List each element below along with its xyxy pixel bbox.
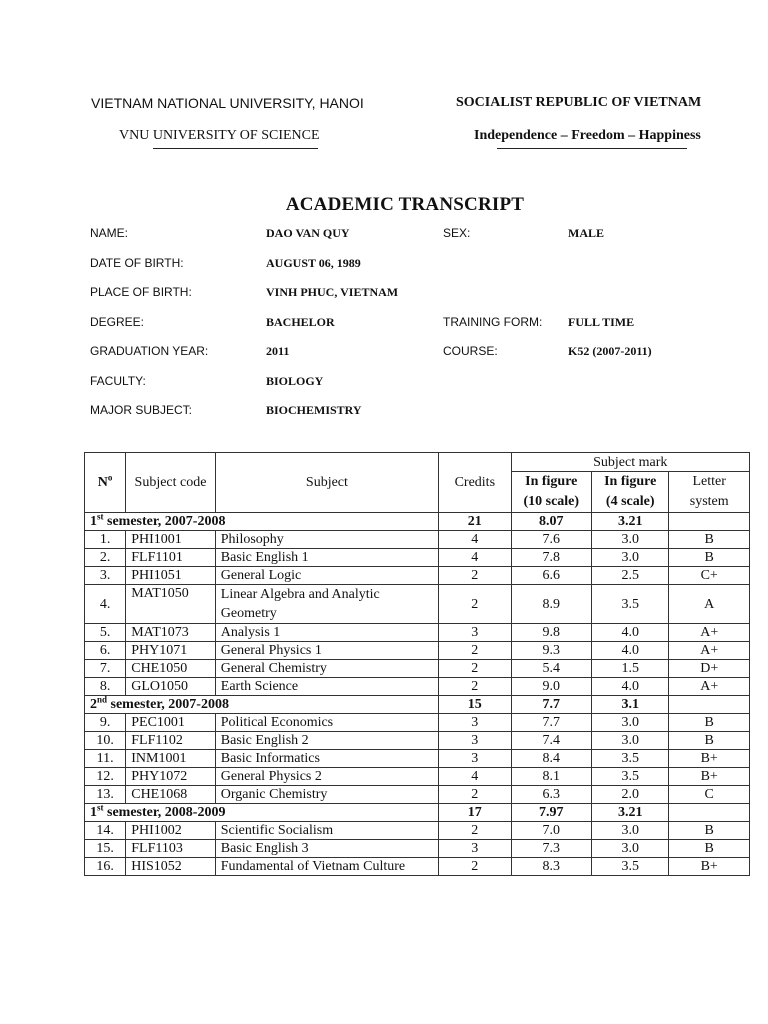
header-subject: Subject — [215, 453, 438, 513]
row-score4: 3.5 — [591, 858, 668, 876]
semester-credits: 15 — [439, 696, 511, 714]
pob-value: VINH PHUC, VIETNAM — [266, 285, 399, 299]
training-label: TRAINING FORM: — [443, 315, 543, 329]
row-no: 16. — [85, 858, 126, 876]
dob-label: DATE OF BIRTH: — [90, 256, 184, 270]
row-code: PHY1071 — [126, 642, 216, 660]
table-row — [85, 624, 750, 642]
table-row — [85, 858, 750, 876]
semester-avg10: 7.97 — [511, 804, 591, 822]
table-row — [85, 786, 750, 804]
motto: Independence – Freedom – Happiness — [474, 128, 701, 143]
row-no: 15. — [85, 840, 126, 858]
row-letter: B — [669, 714, 750, 732]
table-row — [85, 840, 750, 858]
header-letter: Letter system — [669, 472, 750, 513]
row-subject: Scientific Socialism — [215, 822, 438, 840]
row-subject: Philosophy — [215, 531, 438, 549]
table-row — [85, 732, 750, 750]
row-credits: 2 — [439, 786, 511, 804]
row-code: CHE1050 — [126, 660, 216, 678]
row-subject: Earth Science — [215, 678, 438, 696]
row-no: 7. — [85, 660, 126, 678]
row-score10: 7.7 — [511, 714, 591, 732]
row-score10: 7.3 — [511, 840, 591, 858]
major-value: BIOCHEMISTRY — [266, 403, 362, 417]
row-score10: 9.8 — [511, 624, 591, 642]
semester-avg10: 8.07 — [511, 513, 591, 531]
row-credits: 3 — [439, 624, 511, 642]
row-credits: 2 — [439, 567, 511, 585]
row-score10: 8.1 — [511, 768, 591, 786]
row-score4: 1.5 — [591, 660, 668, 678]
semester-label: 1st semester, 2008-2009 — [85, 804, 439, 822]
row-score10: 8.9 — [511, 585, 591, 624]
row-credits: 4 — [439, 768, 511, 786]
row-score4: 3.0 — [591, 822, 668, 840]
sex-label: SEX: — [443, 226, 471, 240]
row-credits: 2 — [439, 822, 511, 840]
row-code: FLF1103 — [126, 840, 216, 858]
row-credits: 2 — [439, 678, 511, 696]
header-fig10: In figure (10 scale) — [511, 472, 591, 513]
table-row — [85, 567, 750, 585]
row-no: 11. — [85, 750, 126, 768]
row-letter: B+ — [669, 858, 750, 876]
row-code: MAT1073 — [126, 624, 216, 642]
row-no: 6. — [85, 642, 126, 660]
table-row — [85, 822, 750, 840]
row-subject: Basic English 1 — [215, 549, 438, 567]
row-no: 9. — [85, 714, 126, 732]
row-score10: 9.3 — [511, 642, 591, 660]
motto-underline — [497, 148, 687, 149]
row-score4: 4.0 — [591, 678, 668, 696]
row-no: 10. — [85, 732, 126, 750]
row-code: GLO1050 — [126, 678, 216, 696]
row-code: MAT1050 — [126, 585, 216, 624]
row-score4: 2.5 — [591, 567, 668, 585]
row-credits: 2 — [439, 585, 511, 624]
row-letter: B — [669, 549, 750, 567]
row-subject: Analysis 1 — [215, 624, 438, 642]
degree-value: BACHELOR — [266, 315, 335, 329]
semester-label: 2nd semester, 2007-2008 — [85, 696, 439, 714]
row-subject: Linear Algebra and Analytic Geometry — [215, 585, 438, 624]
row-credits: 4 — [439, 549, 511, 567]
row-letter: A+ — [669, 642, 750, 660]
semester-label: 1st semester, 2007-2008 — [85, 513, 439, 531]
row-score4: 2.0 — [591, 786, 668, 804]
table-row — [85, 585, 750, 624]
semester-row — [85, 513, 750, 531]
grad-label: GRADUATION YEAR: — [90, 344, 209, 358]
table-row — [85, 750, 750, 768]
row-score4: 3.0 — [591, 549, 668, 567]
header-fig4: In figure (4 scale) — [591, 472, 668, 513]
row-code: HIS1052 — [126, 858, 216, 876]
row-code: PEC1001 — [126, 714, 216, 732]
row-letter: B — [669, 732, 750, 750]
row-credits: 3 — [439, 750, 511, 768]
header-subject-code: Subject code — [126, 453, 216, 513]
row-score4: 3.0 — [591, 714, 668, 732]
header-subject-mark: Subject mark — [511, 453, 749, 472]
row-no: 12. — [85, 768, 126, 786]
row-no: 13. — [85, 786, 126, 804]
semester-avg10: 7.7 — [511, 696, 591, 714]
name-label: NAME: — [90, 226, 129, 240]
table-row — [85, 660, 750, 678]
row-letter: B — [669, 531, 750, 549]
row-letter: C — [669, 786, 750, 804]
row-subject: Political Economics — [215, 714, 438, 732]
grad-value: 2011 — [266, 344, 290, 358]
semester-row — [85, 696, 750, 714]
row-no: 8. — [85, 678, 126, 696]
row-subject: Basic English 2 — [215, 732, 438, 750]
table-row — [85, 642, 750, 660]
row-score10: 7.6 — [511, 531, 591, 549]
name-value: DAO VAN QUY — [266, 226, 350, 240]
row-code: FLF1102 — [126, 732, 216, 750]
row-score10: 6.3 — [511, 786, 591, 804]
faculty-label: FACULTY: — [90, 374, 146, 388]
semester-avg4: 3.21 — [591, 804, 668, 822]
row-credits: 3 — [439, 840, 511, 858]
row-code: PHI1001 — [126, 531, 216, 549]
page-title: ACADEMIC TRANSCRIPT — [285, 194, 525, 215]
table-row — [85, 549, 750, 567]
row-subject: Basic Informatics — [215, 750, 438, 768]
row-score10: 7.8 — [511, 549, 591, 567]
row-score10: 7.4 — [511, 732, 591, 750]
row-code: INM1001 — [126, 750, 216, 768]
row-letter: A+ — [669, 624, 750, 642]
row-no: 1. — [85, 531, 126, 549]
header-credits: Credits — [439, 453, 511, 513]
row-score10: 9.0 — [511, 678, 591, 696]
row-code: CHE1068 — [126, 786, 216, 804]
row-score4: 3.0 — [591, 840, 668, 858]
transcript-body — [85, 513, 750, 876]
row-credits: 2 — [439, 858, 511, 876]
semester-avg4: 3.1 — [591, 696, 668, 714]
semester-avg4: 3.21 — [591, 513, 668, 531]
major-label: MAJOR SUBJECT: — [90, 403, 193, 417]
row-no: 5. — [85, 624, 126, 642]
row-score4: 4.0 — [591, 642, 668, 660]
degree-label: DEGREE: — [90, 315, 145, 329]
row-no: 2. — [85, 549, 126, 567]
row-letter: B+ — [669, 768, 750, 786]
row-score4: 3.5 — [591, 750, 668, 768]
semester-letter — [669, 696, 750, 714]
row-no: 14. — [85, 822, 126, 840]
row-credits: 3 — [439, 714, 511, 732]
dob-value: AUGUST 06, 1989 — [266, 256, 361, 270]
row-score4: 3.0 — [591, 531, 668, 549]
row-code: PHI1002 — [126, 822, 216, 840]
semester-credits: 17 — [439, 804, 511, 822]
course-label: COURSE: — [443, 344, 498, 358]
row-letter: A+ — [669, 678, 750, 696]
semester-row — [85, 804, 750, 822]
semester-letter — [669, 804, 750, 822]
training-value: FULL TIME — [568, 315, 635, 329]
row-letter: A — [669, 585, 750, 624]
row-credits: 3 — [439, 732, 511, 750]
row-letter: B — [669, 822, 750, 840]
row-credits: 4 — [439, 531, 511, 549]
table-row — [85, 531, 750, 549]
row-subject: General Chemistry — [215, 660, 438, 678]
row-subject: General Logic — [215, 567, 438, 585]
row-subject: Fundamental of Vietnam Culture — [215, 858, 438, 876]
row-no: 4. — [85, 585, 126, 624]
row-score4: 3.5 — [591, 768, 668, 786]
republic-name: SOCIALIST REPUBLIC OF VIETNAM — [456, 95, 702, 110]
row-letter: C+ — [669, 567, 750, 585]
table-row — [85, 678, 750, 696]
row-score10: 8.4 — [511, 750, 591, 768]
row-score10: 6.6 — [511, 567, 591, 585]
row-subject: General Physics 1 — [215, 642, 438, 660]
school-name: VNU UNIVERSITY OF SCIENCE — [119, 128, 320, 143]
university-name: VIETNAM NATIONAL UNIVERSITY, HANOI — [91, 95, 364, 111]
row-score10: 7.0 — [511, 822, 591, 840]
course-value: K52 (2007-2011) — [568, 344, 652, 358]
transcript-table — [84, 452, 750, 876]
row-credits: 2 — [439, 642, 511, 660]
table-row — [85, 714, 750, 732]
row-score10: 5.4 — [511, 660, 591, 678]
school-underline — [153, 148, 318, 149]
faculty-value: BIOLOGY — [266, 374, 324, 388]
semester-credits: 21 — [439, 513, 511, 531]
row-score4: 4.0 — [591, 624, 668, 642]
sex-value: MALE — [568, 226, 604, 240]
row-letter: B+ — [669, 750, 750, 768]
row-letter: B — [669, 840, 750, 858]
row-score4: 3.0 — [591, 732, 668, 750]
row-letter: D+ — [669, 660, 750, 678]
table-row — [85, 768, 750, 786]
row-code: PHY1072 — [126, 768, 216, 786]
row-subject: General Physics 2 — [215, 768, 438, 786]
row-score10: 8.3 — [511, 858, 591, 876]
header-no: $N^o$ — [85, 453, 126, 513]
row-subject: Basic English 3 — [215, 840, 438, 858]
semester-letter — [669, 513, 750, 531]
row-credits: 2 — [439, 660, 511, 678]
row-code: FLF1101 — [126, 549, 216, 567]
row-subject: Organic Chemistry — [215, 786, 438, 804]
pob-label: PLACE OF BIRTH: — [90, 285, 192, 299]
row-no: 3. — [85, 567, 126, 585]
row-score4: 3.5 — [591, 585, 668, 624]
row-code: PHI1051 — [126, 567, 216, 585]
